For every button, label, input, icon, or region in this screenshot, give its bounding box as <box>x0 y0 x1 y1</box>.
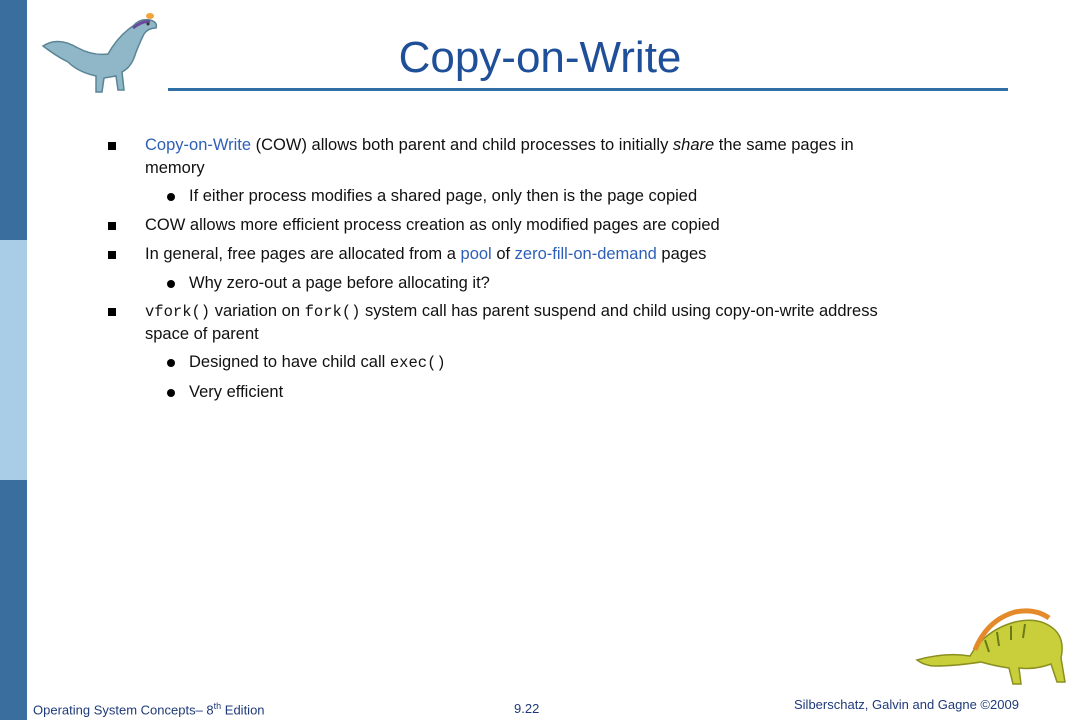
bullet-1-part2: (COW) allows both parent and child processes to initially <box>251 136 673 154</box>
bullet-4-part2: variation on <box>210 302 305 320</box>
bullet-3-text <box>145 243 706 266</box>
bullet-4-sub2: Very efficient <box>189 383 284 401</box>
footer-edition-word: Edition <box>221 702 265 718</box>
bullet-4-sub1 <box>189 351 446 375</box>
bullet-square-icon <box>108 142 116 150</box>
footer-edition-sup: th <box>213 701 222 711</box>
bullet-4-line2: space of parent <box>145 325 259 343</box>
bullet-4-text <box>145 300 878 324</box>
bullet-1-sub: If either process modifies a shared page, only then is the page copied <box>189 187 698 205</box>
footer-book-title: Operating System Concepts– 8 <box>33 702 214 718</box>
bullet-1-text <box>145 134 854 157</box>
vfork-code: vfork() <box>145 303 211 321</box>
bullet-dot-icon <box>167 280 175 288</box>
bullet-1-part4: the same pages in <box>714 136 854 154</box>
bullet-4-sub1-text: Designed to have child call <box>189 353 390 371</box>
exec-code: exec() <box>389 354 446 372</box>
bullet-dot-icon <box>167 193 175 201</box>
bullet-3-sub: Why zero-out a page before allocating it? <box>189 274 490 292</box>
left-bar-segment-middle <box>0 240 27 480</box>
bullet-3-part3: of <box>491 245 515 263</box>
cow-term: Copy-on-Write <box>145 136 252 154</box>
zero-fill-term: zero-fill-on-demand <box>514 245 657 263</box>
dinosaur-bottom-icon <box>915 600 1077 690</box>
bullet-3-part1: In general, free pages are allocated from a <box>145 245 461 263</box>
bullet-dot-icon <box>167 389 175 397</box>
bullet-1-line2: memory <box>145 159 205 177</box>
fork-code: fork() <box>304 303 361 321</box>
bullet-square-icon <box>108 308 116 316</box>
page-title: Copy-on-Write <box>398 33 682 82</box>
bullet-square-icon <box>108 222 116 230</box>
bullet-2-text: COW allows more efficient process creation as only modified pages are copied <box>145 216 720 234</box>
bullet-1-share: share <box>672 136 715 154</box>
pool-term: pool <box>460 245 492 263</box>
bullet-dot-icon <box>167 359 175 367</box>
left-bar-segment-bottom <box>0 480 27 720</box>
footer-page-number: 9.22 <box>514 701 540 716</box>
title-underline <box>168 88 1008 91</box>
footer-authors: Silberschatz, Galvin and Gagne ©2009 <box>794 697 1019 712</box>
footer-left <box>33 701 265 717</box>
bullet-square-icon <box>108 251 116 259</box>
bullet-3-part5: pages <box>656 245 707 263</box>
bullet-4-part3: system call has parent suspend and child using copy-on-write address <box>360 302 878 320</box>
left-decor-bar <box>0 0 27 720</box>
